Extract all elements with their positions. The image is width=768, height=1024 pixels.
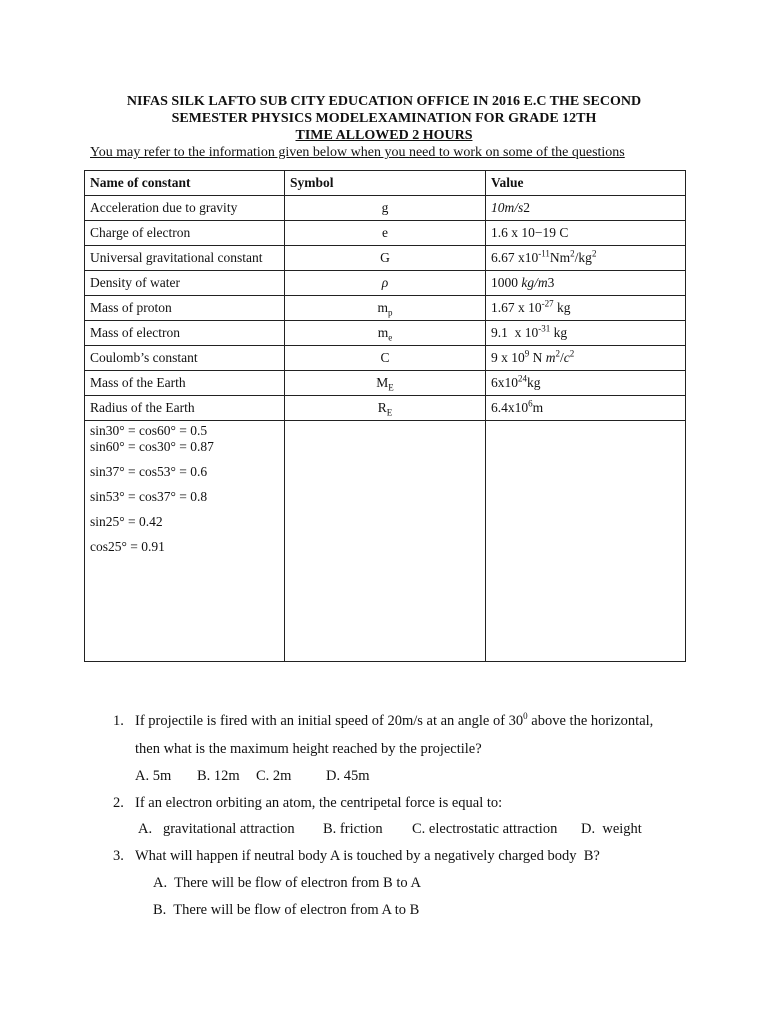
question-3-option-b: B. There will be flow of electron from A to B [153,902,420,918]
constant-name: Mass of electron [85,321,285,346]
constant-value: 9.1 x $10^{-31}$ kg [486,321,686,346]
trig-value: sin60° = cos30° = 0.87 [90,439,214,454]
constant-symbol: G [285,246,486,271]
constant-name: Coulomb’s constant [85,346,285,371]
intro-instruction: You may refer to the information given below when you need to work on some of the questions [90,145,625,160]
question-number: 1. [113,713,124,729]
question-text-end: above the horizontal, [527,713,654,729]
table-row [85,296,686,321]
constant-name: Universal gravitational constant [85,246,285,271]
question-text: If projectile is fired with an initial speed of 20m/s at an angle of 30 [135,713,524,729]
question-3-option-a: A. There will be flow of electron from B to A [153,875,421,891]
constant-name: Mass of the Earth [85,371,285,396]
table-row [85,371,686,396]
constant-symbol: e [285,221,486,246]
trig-value: sin30° = cos60° = 0.5 [90,423,208,438]
table-header-row [85,171,686,196]
constant-value: $6x10^{24}kg$ [486,371,686,396]
question-1-options [135,767,370,785]
constant-symbol: $R_E$ [285,396,486,421]
constant-name: Acceleration due to gravity [85,196,285,221]
empty-cell [486,421,686,662]
constant-symbol: C [285,346,486,371]
exam-header-line-1: NIFAS SILK LAFTO SUB CITY EDUCATION OFFICE IN 2016 E.C THE SECOND [126,94,642,109]
constant-value: $6.4x10^6m$ [486,396,686,421]
option-d: D. weight [581,821,642,837]
trig-value: sin25° = 0.42 [90,514,163,529]
table-row [85,221,686,246]
trig-values-list [90,423,279,555]
question-3 [113,847,600,865]
constant-name: Charge of electron [85,221,285,246]
column-header-name: Name of constant [85,171,285,196]
column-header-value: Value [486,171,686,196]
trig-value: sin53° = cos37° = 0.8 [90,489,208,504]
option-a: A. gravitational attraction [138,821,295,837]
constant-symbol: ρ [285,271,486,296]
constant-name: Radius of the Earth [85,396,285,421]
option-a: A. 5m [135,768,172,784]
trig-values-row [85,421,686,662]
table-row [85,271,686,296]
constant-symbol: g [285,196,486,221]
table-row [85,246,686,271]
question-number: 3. [113,848,124,864]
constants-table [84,170,686,662]
table-row [85,346,686,371]
option-b: B. 12m [197,768,240,784]
constant-value: 1.67 x $10^{-27}$ kg [486,296,686,321]
trig-value: cos25° = 0.91 [90,539,165,554]
option-c: C. electrostatic attraction [412,821,558,837]
constant-value: 10m/s2 [486,196,686,221]
constant-value: 1.6 x 10−19 C [486,221,686,246]
option-b: B. friction [323,821,383,837]
trig-value: sin37° = cos53° = 0.6 [90,464,208,479]
constant-value: 9 x $10^9$ N $m^2/c^2$ [486,346,686,371]
constant-value: 1000 kg/m3 [486,271,686,296]
constant-name: Density of water [85,271,285,296]
degree-superscript: 0 [523,711,528,722]
question-2 [113,794,502,812]
option-c: C. 2m [256,768,292,784]
exam-header-line-2: SEMESTER PHYSICS MODELEXAMINATION FOR GRADE 12TH [171,111,597,126]
table-row [85,321,686,346]
constant-symbol: $m_e$ [285,321,486,346]
empty-cell [285,421,486,662]
table-row [85,196,686,221]
column-header-symbol: Symbol [285,171,486,196]
question-number: 2. [113,795,124,811]
question-1 [113,712,653,730]
constant-symbol: $M_E$ [285,371,486,396]
trig-values-cell [85,421,285,662]
question-text: What will happen if neutral body A is touched by a negatively charged body B? [135,848,600,864]
option-d: D. 45m [326,768,370,784]
constant-symbol: $m_p$ [285,296,486,321]
constant-name: Mass of proton [85,296,285,321]
question-2-options [138,820,642,838]
question-text: If an electron orbiting an atom, the centripetal force is equal to: [135,795,503,811]
constant-value: 6.67 $x10^{-11}Nm^2/kg^2$ [486,246,686,271]
table-row [85,396,686,421]
question-1-continued: then what is the maximum height reached by the projectile? [135,741,482,757]
time-allowed: TIME ALLOWED 2 HOURS [295,128,473,143]
